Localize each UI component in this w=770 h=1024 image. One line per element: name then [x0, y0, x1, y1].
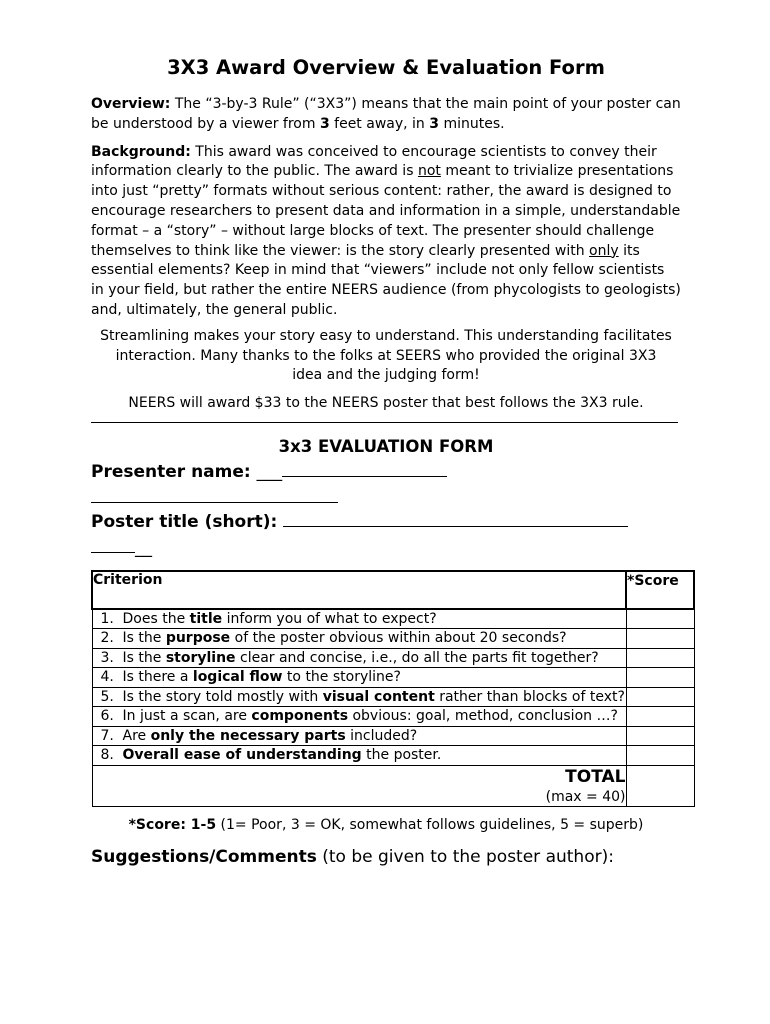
- table-row: [92, 668, 694, 688]
- criterion-number: 5.: [100, 688, 114, 705]
- score-cell[interactable]: [626, 648, 694, 668]
- presenter-underscores: ___: [256, 461, 283, 482]
- score-cell[interactable]: [626, 726, 694, 746]
- criterion-cell: [92, 707, 626, 727]
- table-row: [92, 707, 694, 727]
- criterion-keyword: storyline: [165, 649, 236, 666]
- criterion-text: [93, 746, 626, 765]
- criterion-post: of the poster obvious within about 20 seconds?: [230, 630, 567, 647]
- total-row: [92, 765, 694, 806]
- criterion-question: [123, 668, 401, 687]
- score-cell[interactable]: [626, 668, 694, 688]
- score-cell[interactable]: [626, 707, 694, 727]
- criterion-question: [123, 727, 418, 746]
- criterion-question: [123, 610, 437, 629]
- criterion-text: [93, 727, 626, 746]
- criterion-number: 3.: [100, 649, 114, 666]
- score-legend-text: (1= Poor, 3 = OK, somewhat follows guidelines, 5 = superb): [216, 816, 644, 833]
- criterion-number: 1.: [100, 610, 114, 627]
- criterion-post: to the storyline?: [282, 669, 401, 686]
- criterion-keyword: title: [189, 610, 223, 627]
- criterion-pre: Does the: [122, 610, 190, 627]
- overview-paragraph: [91, 95, 681, 135]
- suggestions-text: (to be given to the poster author):: [316, 846, 614, 867]
- criterion-cell: [92, 687, 626, 707]
- criterion-cell: [92, 668, 626, 688]
- table-row: [92, 629, 694, 649]
- background-text: meant to trivialize presentations into just “pretty” formats without serious content: rather, the award is designed to encourage researchers to present data and information in a simple, understandable format – a “story” – without large blocks of text. The presenter should challenge themselves to think like the viewer: is the story clearly presented with: [91, 163, 681, 259]
- criterion-text: [93, 629, 626, 648]
- criterion-keyword: only the necessary parts: [150, 727, 346, 744]
- overview-minutes: 3: [429, 115, 440, 132]
- criterion-question: [123, 629, 567, 648]
- score-legend-label: *Score: 1-5: [128, 816, 217, 833]
- criterion-question: [123, 688, 625, 707]
- criterion-keyword: purpose: [165, 630, 231, 647]
- poster-underscores: __: [135, 537, 152, 558]
- total-score-cell[interactable]: [626, 765, 694, 806]
- overview-text: The “3-by-3 Rule” (“3X3”) means that the main point of your poster can be understood by a viewer from: [91, 96, 681, 132]
- criterion-text: [93, 610, 626, 629]
- criterion-pre: Is the: [122, 649, 166, 666]
- form-title: 3x3 EVALUATION FORM: [278, 436, 494, 456]
- background-text: This award was conceived to encourage scientists to convey their information clearly to the public. The award is: [91, 143, 657, 180]
- background-emphasis: not: [417, 163, 441, 180]
- criterion-text: [93, 649, 626, 668]
- criterion-question: [123, 649, 599, 668]
- score-cell[interactable]: [626, 746, 694, 766]
- criterion-post: obvious: goal, method, conclusion …?: [348, 708, 618, 725]
- table-row: [92, 687, 694, 707]
- table-row: [92, 746, 694, 766]
- criterion-text: [93, 707, 626, 726]
- poster-title-line-2[interactable]: [91, 551, 135, 553]
- criterion-post: clear and concise, i.e., do all the parts fit together?: [235, 649, 599, 666]
- presenter-name-continuation[interactable]: [91, 486, 681, 510]
- criterion-cell: [92, 609, 626, 629]
- criterion-number: 8.: [100, 747, 114, 764]
- table-header-row: [92, 571, 694, 609]
- criterion-cell: [92, 648, 626, 668]
- score-cell[interactable]: [626, 609, 694, 629]
- criterion-cell: [92, 746, 626, 766]
- score-cell[interactable]: [626, 687, 694, 707]
- score-legend: [91, 817, 681, 833]
- page-title: 3X3 Award Overview & Evaluation Form: [167, 56, 605, 79]
- poster-title-label: Poster title (short):: [91, 511, 284, 532]
- suggestions-label: Suggestions/Comments: [91, 846, 317, 867]
- background-text: its essential elements? Keep in mind that “viewers” include not only fellow scientists in your field, but rather the entire NEERS audience (from phycologists to geologists) and, ultimately, the general public.: [91, 242, 681, 318]
- presenter-name-field[interactable]: [91, 460, 681, 484]
- overview-text: feet away, in: [329, 115, 430, 132]
- criterion-number: 6.: [100, 708, 114, 725]
- document-page: [91, 56, 681, 867]
- criterion-pre: In just a scan, are: [122, 708, 252, 725]
- criterion-number: 4.: [100, 669, 114, 686]
- total-label: TOTAL: [565, 766, 626, 787]
- score-header: *Score: [626, 571, 694, 609]
- table-row: [92, 648, 694, 668]
- overview-distance: 3: [319, 115, 330, 132]
- criterion-pre: Is the story told mostly with: [122, 688, 323, 705]
- criterion-keyword: logical flow: [192, 669, 283, 686]
- criterion-post: included?: [345, 727, 418, 744]
- criteria-table: [91, 570, 695, 807]
- poster-title-continuation[interactable]: [91, 536, 681, 560]
- criterion-number: 2.: [100, 630, 114, 647]
- presenter-name-label: Presenter name:: [91, 461, 257, 482]
- total-label-cell: [92, 765, 626, 806]
- criterion-question: [123, 707, 618, 726]
- criterion-question: [123, 746, 442, 765]
- horizontal-divider: [91, 422, 678, 423]
- criterion-keyword: visual content: [322, 688, 435, 705]
- suggestions-heading: [91, 847, 681, 867]
- criterion-cell: [92, 726, 626, 746]
- poster-title-line[interactable]: [283, 525, 628, 527]
- criterion-header: Criterion: [92, 571, 626, 609]
- table-row: [92, 609, 694, 629]
- poster-title-field[interactable]: [91, 510, 681, 534]
- presenter-name-line-2[interactable]: [91, 501, 338, 503]
- criterion-text: [93, 668, 626, 687]
- overview-label: Overview:: [91, 96, 171, 112]
- criterion-text: [93, 688, 626, 707]
- background-emphasis: only: [589, 242, 619, 259]
- overview-text: minutes.: [439, 115, 505, 132]
- criterion-cell: [92, 629, 626, 649]
- criterion-number: 7.: [100, 727, 114, 744]
- award-note: NEERS will award $33 to the NEERS poster that best follows the 3X3 rule.: [128, 395, 644, 412]
- background-label: Background:: [91, 143, 191, 160]
- criterion-post: inform you of what to expect?: [222, 610, 437, 627]
- streamline-paragraph: Streamlining makes your story easy to understand. This understanding facilitates interaction. Many thanks to the folks at SEERS who provided the original 3X3 idea and the judging form!: [100, 327, 672, 384]
- criterion-keyword: Overall ease of understanding: [122, 747, 362, 764]
- table-row: [92, 726, 694, 746]
- total-max: (max = 40): [545, 788, 626, 805]
- criterion-post: rather than blocks of text?: [434, 688, 625, 705]
- criterion-pre: Are: [122, 727, 151, 744]
- criterion-keyword: components: [251, 708, 349, 725]
- score-cell[interactable]: [626, 629, 694, 649]
- criteria-rows: [92, 609, 694, 766]
- criterion-pre: Is there a: [122, 669, 193, 686]
- criterion-pre: Is the: [122, 630, 166, 647]
- presenter-name-line[interactable]: [282, 475, 447, 477]
- background-paragraph: [91, 143, 681, 321]
- criterion-post: the poster.: [361, 747, 442, 764]
